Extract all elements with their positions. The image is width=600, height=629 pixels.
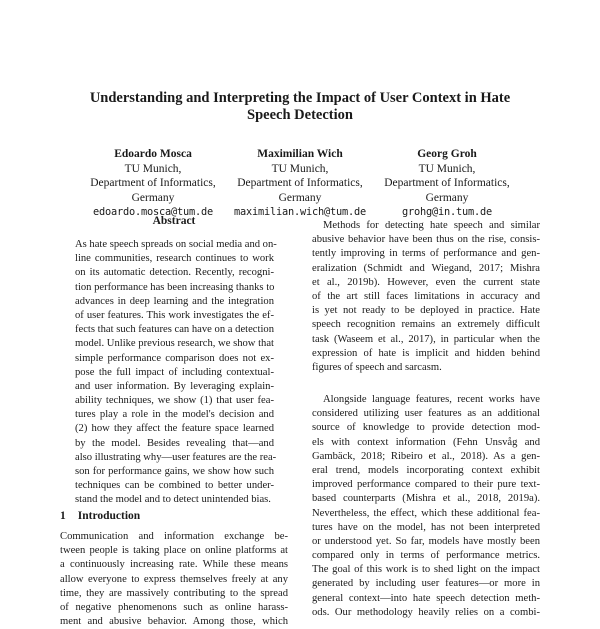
text-line: Gambäck, 2018; Ribeiro et al., 2018). As a gen- [312,450,540,462]
text-line: time, they are massively contributing to the spread [60,587,288,599]
title-line: Understanding and Interpreting the Impact of User Context in Hate [89,90,511,106]
text-line: fects that such features can have on a detection [75,324,274,336]
author-name: Georg Groh [417,148,477,160]
author-email[interactable]: grohg@in.tum.de [402,206,492,218]
author-block [362,147,532,220]
text-line: advances in deep learning and the integration [75,295,274,307]
text-line: els with context information (Fehn Unsvåg and [312,436,540,448]
text-line: tween people is taking place on online platforms at [60,545,288,557]
author-affiliation: Germany [425,191,469,204]
text-line: abusive behavior have been thus on the rise, consis- [312,234,540,246]
text-line: et al., 2019b). However, even the current state [312,276,540,288]
text-line: source of knowledge to provide detection mod- [312,422,540,434]
text-line: Alongside language features, recent works have [323,394,540,405]
text-line: considered utilizing user features as an additional [312,408,540,420]
text-line: based counterparts (Mishra et al., 2018, 2019a). [312,493,540,505]
text-line: compared only in terms of performance metrics. [312,550,540,562]
author-affiliation: Department of Informatics, [384,177,510,189]
text-line: by the model. Besides revealing that—and [75,437,274,449]
text-line: of user features. This work investigates the ef- [75,309,274,321]
author-email[interactable]: edoardo.mosca@tum.de [93,206,213,218]
text-line: son for performance gains, we show how such [75,466,274,477]
author-block [68,147,238,220]
author-affiliation: TU Munich, [418,162,476,175]
text-line: and user information. By leveraging explain- [75,380,274,392]
text-line: tures play a role in the model's decision and [75,409,274,421]
text-line: figures of speech and sarcasm. [312,361,442,373]
author-affiliation: TU Munich, [124,162,182,175]
author-affiliation: Department of Informatics, [237,177,363,189]
text-line: techniques can be combined to better under- [75,480,274,492]
text-line: tently improving in terms of performance and gen- [312,248,540,260]
text-line: of negative phenomenons such as online harass- [60,601,288,613]
text-line: tion performance has been increasing thanks to [75,281,275,293]
text-line: general context—into hate speech detection meth- [312,592,540,604]
text-line: expression of hate is implicit and hidden behind [312,347,540,359]
intro-paragraph [60,530,288,629]
text-line: generated by including user features—or more in [312,578,540,590]
text-line: model. Unlike previous research, we show that [75,338,274,350]
text-line: speech recognition remains an extremely difficult [312,319,540,331]
author-affiliation: Germany [131,191,175,204]
text-line: The goal of this work is to shed light on the impact [312,564,540,576]
abstract-heading: Abstract [152,215,196,227]
text-line: improved performance compared to their pure text- [312,479,540,491]
section-number: 1 [60,510,66,522]
section-title: Introduction [77,510,141,522]
text-line: eralization (Schmidt and Wiegand, 2017; Mishra [312,262,540,274]
right-paragraph-2 [312,393,540,620]
text-line: allow everyone to express themselves freely at any [60,573,288,585]
right-paragraph-1 [312,219,540,375]
text-line: pose the full impact of including contextual- [75,366,274,378]
text-line: ability techniques, we show (1) that user fea- [75,395,274,407]
abstract-body [75,238,277,508]
author-block [215,147,385,220]
paper-title [60,90,540,124]
text-line: tures have on the model, has not been interpreted [312,521,540,533]
text-line: Communication and information exchange be- [60,531,288,542]
text-line: As hate speech spreads on social media and on- [75,239,277,250]
author-affiliation: Department of Informatics, [90,177,216,189]
section-heading [60,510,152,522]
author-name: Maximilian Wich [257,148,343,160]
author-name: Edoardo Mosca [114,148,192,160]
text-line: a continuously increasing rate. While these means [60,559,288,571]
text-line: is yet not ready to be deployed in practice. Hate [312,305,540,317]
author-affiliation: TU Munich, [271,162,329,175]
text-line: ment and abusive behavior. Among those, which [60,616,288,628]
text-line: line communities, research continues to work [75,253,274,265]
text-line: on its automatic detection. Recently, recogni- [75,267,274,279]
author-email[interactable]: maximilian.wich@tum.de [234,206,366,218]
title-line: Speech Detection [247,107,353,123]
text-line: simple performance comparison does not ex- [75,352,274,364]
text-line: (2) how they affect the feature space learned [75,423,274,435]
text-line: stand the model and to detect unintended bias. [75,494,271,506]
text-line: ods. Our methodology heavily relies on a combi- [312,606,540,618]
text-line: Methods for detecting hate speech and similar [323,220,540,231]
text-line: of the art still faces limitations in accuracy and [312,290,540,302]
text-line: also illustrating why—user features are the rea- [75,451,277,463]
text-line: Nevertheless, the effect, which these additional fea- [312,507,540,519]
text-line: eral trend, models incorporating context exhibit [312,464,540,476]
text-line: or understood yet. So far, models have mostly been [312,535,540,547]
text-line: task (Waseem et al., 2017), in particular when the [312,333,540,345]
author-affiliation: Germany [278,191,322,204]
